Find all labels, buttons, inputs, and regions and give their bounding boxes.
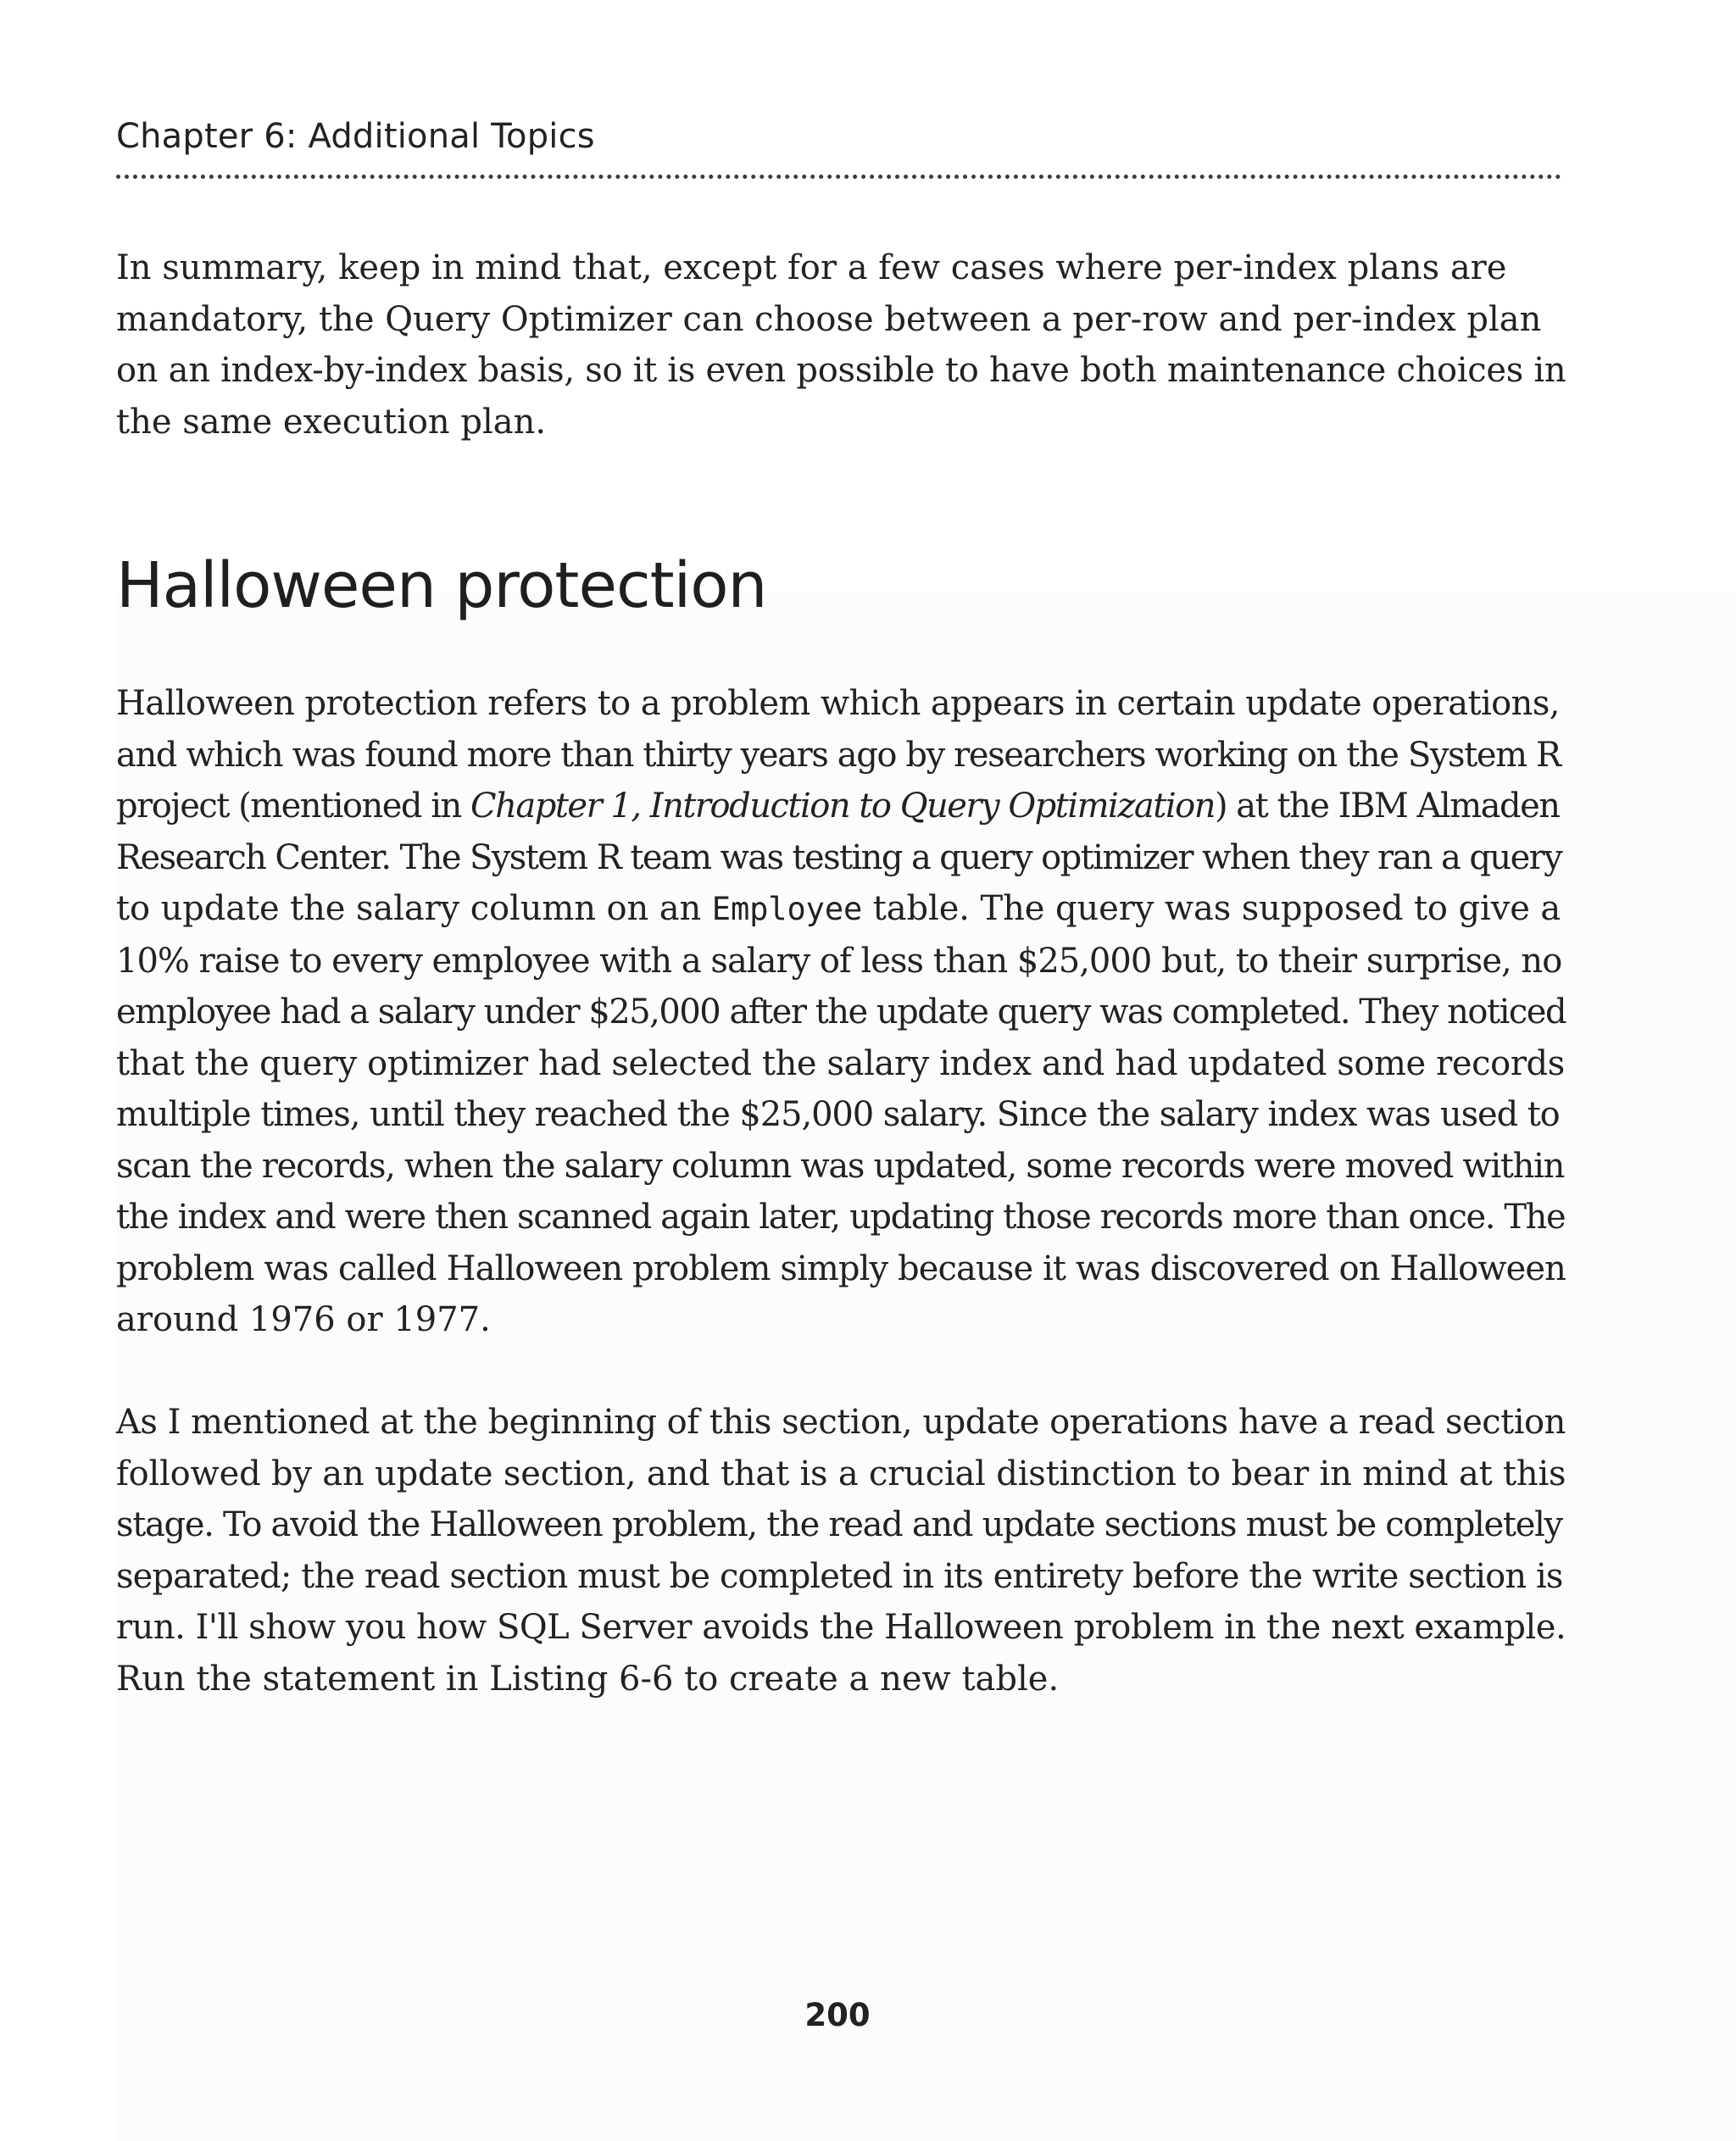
paragraph-line: 10% raise to every employee with a salary of less than $25,000 but, to their surprise, no <box>116 941 1562 981</box>
paragraph-line: In summary, keep in mind that, except for a few cases where per-index plans are <box>116 248 1507 287</box>
paragraph-line: run. I'll show you how SQL Server avoids the Halloween problem in the next example. <box>116 1608 1566 1647</box>
paragraph-line: followed by an update section, and that is a crucial distinction to bear in mind at this <box>116 1454 1566 1493</box>
paragraph-line: Halloween protection refers to a problem which appears in certain update operations, <box>116 684 1560 723</box>
paragraph-line: problem was called Halloween problem simply because it was discovered on Halloween <box>116 1248 1566 1288</box>
paragraph-line <box>116 883 1566 936</box>
paragraph-line: that the query optimizer had selected the salary index and had updated some records <box>116 1043 1565 1083</box>
paragraph-line: on an index-by-index basis, so it is even possible to have both maintenance choices in <box>116 351 1566 390</box>
paragraph-line: Research Center. The System R team was testing a query optimizer when they ran a query <box>116 837 1562 877</box>
paragraph-line: mandatory, the Query Optimizer can choose between a per-row and per-index plan <box>116 299 1542 339</box>
paragraph-line: multiple times, until they reached the $25,000 salary. Since the salary index was used to <box>116 1095 1560 1134</box>
read-write-paragraph <box>116 1397 1566 1704</box>
paragraph-line: employee had a salary under $25,000 after the update query was completed. They noticed <box>116 993 1566 1032</box>
paragraph-line: the same execution plan. <box>116 402 547 442</box>
paragraph-line: Run the statement in Listing 6-6 to create a new table. <box>116 1659 1060 1699</box>
paragraph-line: As I mentioned at the beginning of this section, update operations have a read section <box>116 1403 1566 1442</box>
section-heading: Halloween protection <box>116 549 767 622</box>
paragraph-line: stage. To avoid the Halloween problem, the read and update sections must be completely <box>116 1505 1562 1544</box>
paragraph-line: separated; the read section must be completed in its entirety before the write section is <box>116 1556 1563 1596</box>
paragraph-line: around 1976 or 1977. <box>116 1300 491 1339</box>
header-dotted-rule <box>116 175 1561 179</box>
running-header: Chapter 6: Additional Topics <box>116 117 595 156</box>
paragraph-line: the index and were then scanned again later, updating those records more than once. The <box>116 1198 1566 1237</box>
text-segment: ) at the IBM Almaden <box>1214 787 1560 826</box>
chapter-reference: Chapter 1, Introduction to Query Optimization <box>470 787 1215 826</box>
page-number: 200 <box>804 1997 871 2033</box>
halloween-paragraph <box>116 678 1566 1346</box>
paragraph-line: scan the records, when the salary column was updated, some records were moved within <box>116 1146 1565 1186</box>
text-segment: project (mentioned in <box>116 787 471 826</box>
inline-code-employee: Employee <box>711 891 863 927</box>
text-segment: to update the salary column on an <box>116 889 712 928</box>
paragraph-line <box>116 781 1566 832</box>
intro-paragraph <box>116 242 1566 448</box>
paragraph-line: and which was found more than thirty years ago by researchers working on the System R <box>116 735 1561 775</box>
text-segment: table. The query was supposed to give a <box>862 889 1561 928</box>
